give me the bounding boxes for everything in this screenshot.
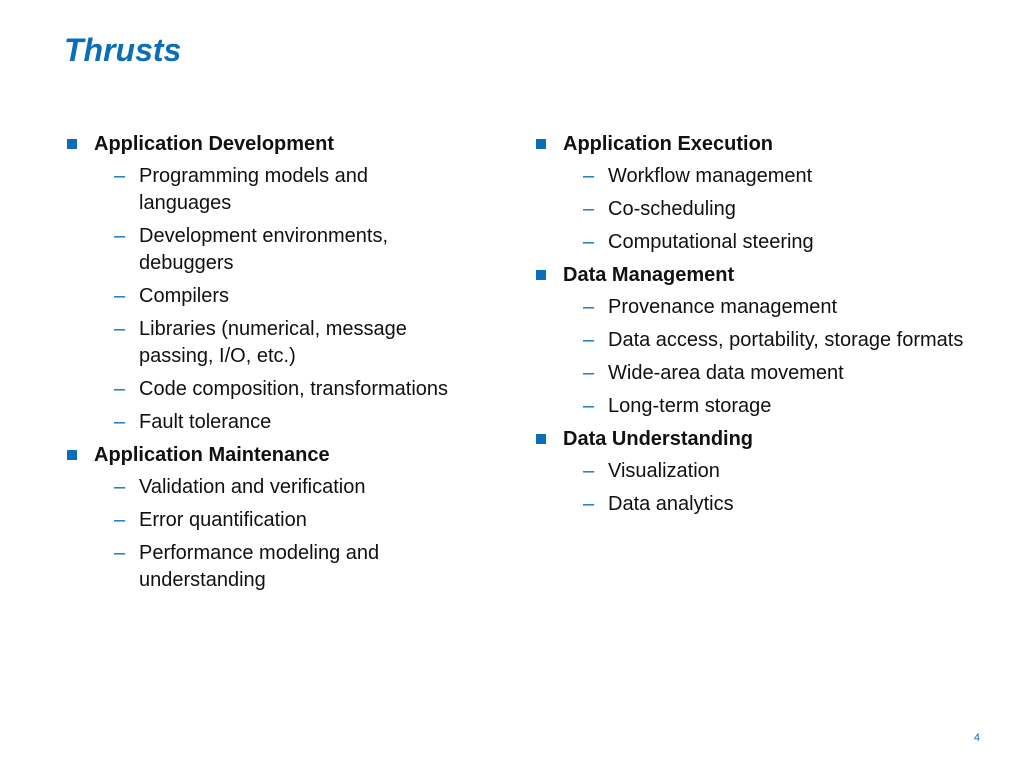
section-application-maintenance <box>64 440 504 598</box>
dash-bullet-icon: – <box>114 165 126 187</box>
list-item-text: Error quantification <box>139 509 307 531</box>
right-column <box>533 129 964 522</box>
list-item-text: Computational steering <box>608 231 814 253</box>
list-item <box>563 456 953 489</box>
list-item-text: Workflow management <box>608 165 813 187</box>
section-heading: Application Execution <box>563 133 774 155</box>
square-bullet-icon <box>536 434 546 444</box>
section-data-management <box>533 260 964 424</box>
list-item <box>563 358 953 391</box>
dash-bullet-icon: – <box>583 493 595 515</box>
list-item-text: Provenance management <box>608 296 838 318</box>
list-item-text: Data analytics <box>608 493 734 515</box>
list-item <box>563 161 953 194</box>
section-heading: Application Development <box>94 133 335 155</box>
sub-bullet-list <box>563 292 964 424</box>
list-item <box>94 161 419 221</box>
dash-bullet-icon: – <box>583 198 595 220</box>
list-item-text: Visualization <box>608 460 720 482</box>
section-data-understanding <box>533 424 953 522</box>
list-item-text: Long-term storage <box>608 395 772 417</box>
list-item-text: Libraries (numerical, message passing, I/O, etc.) <box>139 318 407 367</box>
square-bullet-icon <box>67 139 77 149</box>
section-heading: Data Management <box>563 264 735 286</box>
dash-bullet-icon: – <box>583 296 595 318</box>
list-item-text: Performance modeling and understanding <box>139 542 380 591</box>
sub-bullet-list <box>563 161 953 260</box>
list-item <box>94 538 439 598</box>
left-column <box>64 129 504 598</box>
list-item <box>94 281 504 314</box>
list-item <box>94 374 504 407</box>
dash-bullet-icon: – <box>114 542 126 564</box>
sub-bullet-list <box>563 456 953 522</box>
list-item <box>94 407 504 440</box>
list-item <box>94 505 504 538</box>
list-item-text: Wide-area data movement <box>608 362 844 384</box>
dash-bullet-icon: – <box>583 165 595 187</box>
section-application-development <box>64 129 504 440</box>
page-number: 4 <box>973 732 980 744</box>
list-item-text: Compilers <box>139 285 230 307</box>
list-item-text: Development environments, debuggers <box>139 225 389 274</box>
dash-bullet-icon: – <box>114 318 126 340</box>
square-bullet-icon <box>536 139 546 149</box>
dash-bullet-icon: – <box>114 225 126 247</box>
list-item <box>563 325 968 358</box>
dash-bullet-icon: – <box>583 231 595 253</box>
dash-bullet-icon: – <box>583 329 595 351</box>
list-item <box>94 472 504 505</box>
list-item-text: Data access, portability, storage formats <box>608 329 964 351</box>
list-item <box>94 221 439 281</box>
section-heading: Application Maintenance <box>94 444 330 466</box>
list-item <box>563 292 953 325</box>
list-item-text: Fault tolerance <box>139 411 272 433</box>
dash-bullet-icon: – <box>114 411 126 433</box>
dash-bullet-icon: – <box>583 362 595 384</box>
list-item-text: Code composition, transformations <box>139 378 449 400</box>
list-item <box>563 391 953 424</box>
dash-bullet-icon: – <box>114 476 126 498</box>
section-application-execution <box>533 129 953 260</box>
section-heading: Data Understanding <box>563 428 754 450</box>
dash-bullet-icon: – <box>114 509 126 531</box>
list-item <box>563 194 953 227</box>
sub-bullet-list <box>94 472 504 598</box>
square-bullet-icon <box>536 270 546 280</box>
list-item <box>94 314 459 374</box>
dash-bullet-icon: – <box>114 285 126 307</box>
dash-bullet-icon: – <box>114 378 126 400</box>
sub-bullet-list <box>94 161 504 440</box>
slide-title: Thrusts <box>64 32 182 68</box>
dash-bullet-icon: – <box>583 395 595 417</box>
dash-bullet-icon: – <box>583 460 595 482</box>
list-item <box>563 227 953 260</box>
square-bullet-icon <box>67 450 77 460</box>
list-item <box>563 489 953 522</box>
list-item-text: Programming models and languages <box>139 165 368 214</box>
list-item-text: Co-scheduling <box>608 198 736 220</box>
list-item-text: Validation and verification <box>139 476 366 498</box>
